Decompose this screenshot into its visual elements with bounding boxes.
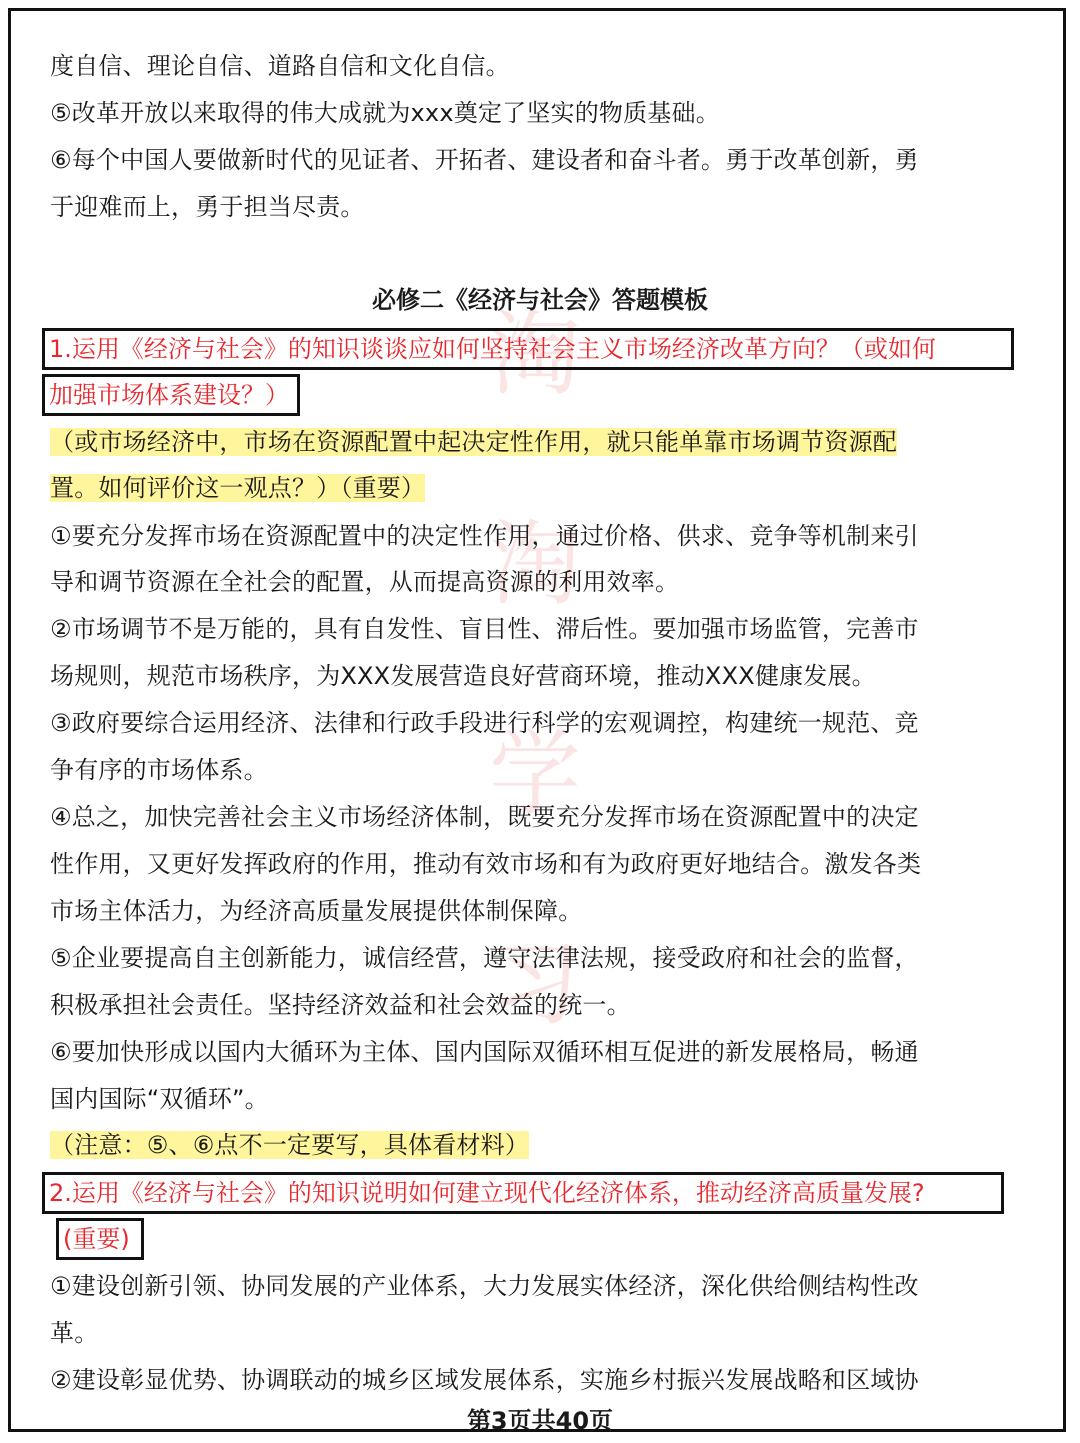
question-1-note-text: （注意：⑤、⑥点不一定要写，具体看材料） — [50, 1131, 530, 1159]
answer-line: 场规则，规范市场秩序，为XXX发展营造良好营商环境，推动XXX健康发展。 — [50, 662, 876, 690]
answer-line: ③政府要综合运用经济、法律和行政手段进行科学的宏观调控，构建统一规范、竞 — [50, 709, 919, 737]
question-2-important: (重要) — [63, 1225, 130, 1253]
answer-line: ②市场调节不是万能的，具有自发性、盲目性、滞后性。要加强市场监管，完善市 — [50, 615, 919, 643]
question-2-line-1: 2.运用《经济与社会》的知识说明如何建立现代化经济体系，推动经济高质量发展? — [49, 1179, 925, 1207]
question-1-line-1: 1.运用《经济与社会》的知识谈谈应如何坚持社会主义市场经济改革方向？（或如何 — [49, 335, 936, 363]
section-title: 必修二《经济与社会》答题模板 — [372, 286, 708, 314]
answer-line: 导和调节资源在全社会的配置，从而提高资源的利用效率。 — [50, 568, 680, 596]
watermark-char-4: 习 — [488, 931, 581, 1038]
question-1-line-2: 加强市场体系建设？） — [49, 381, 289, 409]
question-1-alt-text-1: （或市场经济中，市场在资源配置中起决定性作用，就只能单靠市场调节资源配 — [50, 428, 897, 456]
answer-line: 革。 — [50, 1319, 99, 1347]
answer-line: 争有序的市场体系。 — [50, 756, 268, 784]
question-2-box — [42, 1172, 1004, 1214]
question-1-note — [50, 1125, 529, 1165]
question-1-box — [42, 328, 1014, 370]
intro-line-2: ⑤改革开放以来取得的伟大成就为xxx奠定了坚实的物质基础。 — [50, 99, 720, 127]
watermark-char-3: 学 — [488, 721, 581, 828]
answer-line: ⑥要加快形成以国内大循环为主体、国内国际双循环相互促进的新发展格局，畅通 — [50, 1038, 919, 1066]
answer-line: 积极承担社会责任。坚持经济效益和社会效益的统一。 — [50, 991, 631, 1019]
intro-line-3: ⑥每个中国人要做新时代的见证者、开拓者、建设者和奋斗者。勇于改革创新，勇 — [50, 146, 919, 174]
answer-line: 国内国际“双循环”。 — [50, 1085, 269, 1113]
answer-line: ④总之，加快完善社会主义市场经济体制，既要充分发挥市场在资源配置中的决定 — [50, 803, 919, 831]
question-1-alt-text-2: 置。如何评价这一观点？）（重要） — [50, 474, 426, 502]
answer-line: ⑤企业要提高自主创新能力，诚信经营，遵守法律法规，接受政府和社会的监督， — [50, 944, 919, 972]
question-2-important-box — [56, 1218, 144, 1260]
question-1-alt-line-2 — [50, 468, 425, 508]
watermark-char-1: 淘 — [488, 301, 581, 408]
answer-line: ①要充分发挥市场在资源配置中的决定性作用，通过价格、供求、竞争等机制来引 — [50, 522, 919, 550]
intro-line-1: 度自信、理论自信、道路自信和文化自信。 — [50, 52, 510, 80]
watermark-char-2: 淘 — [488, 511, 581, 618]
answer-line: 市场主体活力，为经济高质量发展提供体制保障。 — [50, 897, 583, 925]
page-number: 第3页共40页 — [466, 1407, 614, 1435]
answer-line: ②建设彰显优势、协调联动的城乡区域发展体系，实施乡村振兴发展战略和区域协 — [50, 1366, 919, 1394]
question-1-box-line-2 — [42, 374, 300, 416]
answer-line: 性作用，又更好发挥政府的作用，推动有效市场和有为政府更好地结合。激发各类 — [50, 850, 922, 878]
intro-line-4: 于迎难而上，勇于担当尽责。 — [50, 193, 365, 221]
question-1-alt-line-1 — [50, 422, 897, 462]
answer-line: ①建设创新引领、协同发展的产业体系，大力发展实体经济，深化供给侧结构性改 — [50, 1272, 919, 1300]
